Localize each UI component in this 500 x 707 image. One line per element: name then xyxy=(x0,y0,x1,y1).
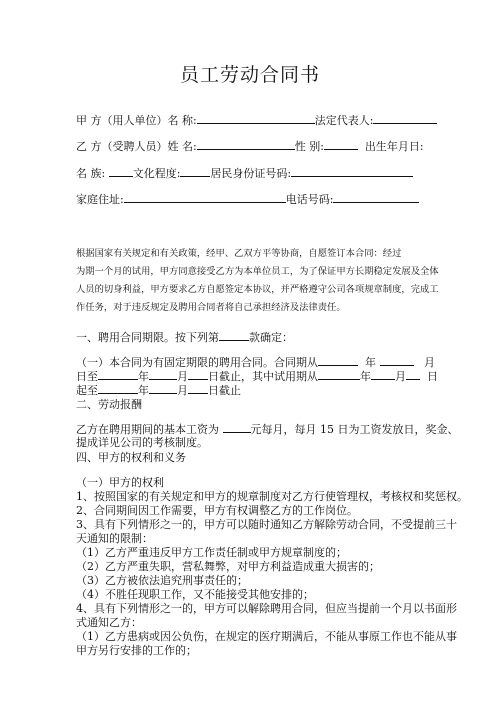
trial-end-month-field[interactable] xyxy=(149,383,177,394)
term-2-month: 月 xyxy=(177,370,188,383)
intro-line-2: 为期一个月的试用，甲方同意接受乙方为本单位员工，为了保证甲方长期稳定发展及全体 xyxy=(76,266,439,277)
term-line-1 xyxy=(76,355,435,369)
term-3-year: 年 xyxy=(138,384,149,397)
party-b-name-field[interactable] xyxy=(197,139,295,150)
start-month-field[interactable] xyxy=(380,355,414,366)
rights-item-3-2: （2）乙方严重失职，营私舞弊，对甲方利益造成重大损害的； xyxy=(76,560,380,573)
party-a-row xyxy=(76,113,437,127)
trial-start-day-field[interactable] xyxy=(406,369,420,380)
phone-field[interactable] xyxy=(333,192,419,203)
end-year-field[interactable] xyxy=(98,369,138,380)
party-b-row xyxy=(76,139,424,153)
pay-text-b: 元每月，每月 15 日为工资发放日，奖金、 xyxy=(250,423,459,436)
rights-item-4-1b: 甲方另行安排的工作的； xyxy=(76,644,197,657)
id-number-field[interactable] xyxy=(291,166,413,177)
page-title: 员工劳动合同书 xyxy=(179,64,320,86)
trial-start-month-field[interactable] xyxy=(371,369,395,380)
section-4-heading: 四、甲方的权利和义务 xyxy=(76,451,186,464)
intro-line-3: 人员的切身利益，甲方要求乙方自愿签定本协议，并严格遵守公司各项规章制度，完成工 xyxy=(76,284,439,295)
term-3-a: 起至 xyxy=(76,384,98,397)
gender-field[interactable] xyxy=(324,139,358,150)
intro-line-1: 根据国家有关规定和有关政策，经甲、乙双方平等协商，自愿签订本合同：经过 xyxy=(76,248,402,259)
address-row xyxy=(76,192,419,206)
address-label: 家庭住址: xyxy=(76,193,124,206)
rights-item-3-4: （4）不胜任现职工作，又不能接受其他安排的； xyxy=(76,588,314,601)
base-salary-field[interactable] xyxy=(223,422,251,433)
term-3-b: 日截止 xyxy=(208,384,241,397)
pay-line-2: 提成详见公司的考核制度。 xyxy=(76,436,208,449)
term-2-day: 日 xyxy=(427,370,438,383)
term-1-text: （一）本合同为有固定期限的聘用合同。合同期从 xyxy=(76,356,318,369)
clause-number-field[interactable] xyxy=(219,330,249,341)
end-day-field[interactable] xyxy=(188,369,208,380)
ethnicity-label: 名 族: xyxy=(76,167,106,180)
section-1-suffix: 款确定： xyxy=(249,331,293,344)
term-2-a: 日至 xyxy=(76,370,98,383)
phone-label: 电话号码: xyxy=(285,193,334,206)
party-a-name-field[interactable] xyxy=(197,113,315,124)
rights-item-3a: 3、具有下列情形之一的，甲方可以随时通知乙方解除劳动合同，不受提前三十 xyxy=(76,518,457,531)
trial-end-day-field[interactable] xyxy=(188,383,208,394)
birth-label: 出生年月日: xyxy=(364,140,424,153)
term-2-year-2: 年 xyxy=(360,370,371,383)
trial-start-year-field[interactable] xyxy=(318,369,360,380)
party-b-label: 乙 方（受聘人员）姓 名: xyxy=(76,140,197,153)
address-field[interactable] xyxy=(124,192,286,203)
party-a-label: 甲 方（用人单位）名 称: xyxy=(76,114,197,127)
gender-label: 性 别: xyxy=(294,140,324,153)
rights-item-1: 1、按照国家的有关规定和甲方的规章制度对乙方行使管理权，考核权和奖惩权。 xyxy=(76,490,468,503)
rights-item-2: 2、合同期间因工作需要，甲方有权调整乙方的工作岗位。 xyxy=(76,504,358,517)
intro-line-4: 作任务，对于违反规定及聘用合同者将自己承担经济及法律责任。 xyxy=(76,302,346,313)
legal-rep-label: 法定代表人: xyxy=(314,114,374,127)
term-line-3 xyxy=(76,383,241,397)
ethnicity-row xyxy=(76,166,413,180)
section-1-prefix: 一、聘用合同期限。按下列第 xyxy=(76,331,219,344)
ethnicity-field[interactable] xyxy=(109,166,133,177)
rights-item-3-3: （3）乙方被依法追究刑事责任的； xyxy=(76,574,248,587)
rights-heading: （一）甲方的权利 xyxy=(76,476,164,489)
rights-item-3b: 天通知的限制： xyxy=(76,532,153,545)
pay-text-a: 乙方在聘用期间的基本工资为 xyxy=(76,423,219,436)
education-field[interactable] xyxy=(180,166,210,177)
term-2-b: 日截止，其中试用期从 xyxy=(208,370,318,383)
term-1-month: 月 xyxy=(424,356,435,369)
term-3-month: 月 xyxy=(177,384,188,397)
pay-line-1 xyxy=(76,422,459,436)
end-month-field[interactable] xyxy=(149,369,177,380)
rights-item-4a: 4、具有下列情形之一的，甲方可以解除聘用合同，但应当提前一个月以书面形 xyxy=(76,602,457,615)
trial-end-year-field[interactable] xyxy=(98,383,138,394)
rights-item-4b: 式通知乙方： xyxy=(76,616,142,629)
section-2-heading: 二、劳动报酬 xyxy=(76,398,142,411)
start-year-field[interactable] xyxy=(318,355,358,366)
education-label: 文化程度: xyxy=(132,167,181,180)
term-line-2 xyxy=(76,369,438,383)
term-1-year: 年 xyxy=(365,356,376,369)
legal-rep-field[interactable] xyxy=(373,113,437,124)
term-2-year: 年 xyxy=(138,370,149,383)
rights-item-3-1: （1）乙方严重违反甲方工作责任制或甲方规章制度的； xyxy=(76,546,347,559)
term-2-month-2: 月 xyxy=(395,370,406,383)
rights-item-4-1a: （1）乙方患病或因公负伤，在规定的医疗期满后，不能从事原工作也不能从事 xyxy=(76,630,457,643)
id-label: 居民身份证号码: xyxy=(210,167,292,180)
section-1-heading xyxy=(76,330,293,344)
